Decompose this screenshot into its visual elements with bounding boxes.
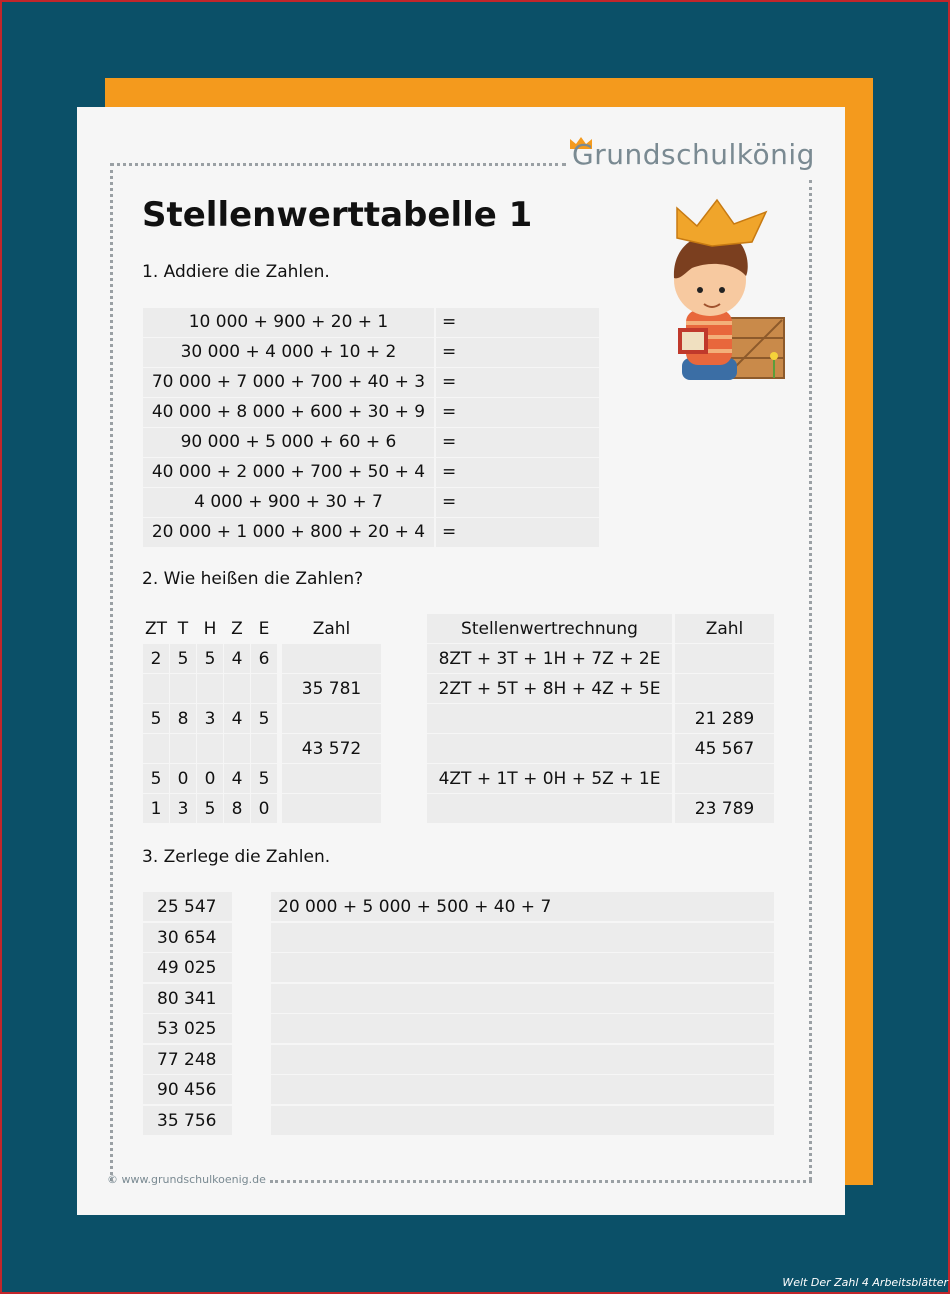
answer-cell: =: [436, 428, 599, 457]
place-value-calculation-cell: 2ZT + 5T + 8H + 4Z + 5E: [427, 674, 672, 703]
digit-cell: 5: [143, 704, 169, 733]
page-title: Stellenwerttabelle 1: [142, 195, 533, 235]
table-header-row: [427, 614, 774, 643]
column-header: Zahl: [282, 614, 381, 643]
column-header: E: [251, 614, 277, 643]
table-row: [427, 734, 774, 763]
digit-cell: 5: [251, 704, 277, 733]
table-row: [143, 398, 599, 427]
table-row: [143, 644, 381, 673]
column-header: Z: [224, 614, 250, 643]
answer-cell: =: [436, 368, 599, 397]
table-row: [427, 674, 774, 703]
table-row: [143, 892, 774, 921]
table-row: [143, 488, 599, 517]
answer-cell: =: [436, 488, 599, 517]
digit-cell: [224, 674, 250, 703]
digit-cell: 4: [224, 704, 250, 733]
task3-table: [143, 892, 774, 1136]
table-row: [143, 458, 599, 487]
table-row: [143, 1106, 774, 1135]
answer-cell: =: [436, 338, 599, 367]
number-cell: 25 547: [143, 892, 232, 921]
decomposition-cell: [271, 984, 774, 1013]
digit-cell: 2: [143, 644, 169, 673]
place-value-calculation-cell: [427, 794, 672, 823]
column-header: ZT: [143, 614, 169, 643]
table-row: [143, 1075, 774, 1104]
task2-place-value-table: [143, 614, 381, 824]
number-cell: 23 789: [675, 794, 774, 823]
digit-cell: 4: [224, 644, 250, 673]
addition-expression: 40 000 + 2 000 + 700 + 50 + 4: [143, 458, 434, 487]
decomposition-cell: 20 000 + 5 000 + 500 + 40 + 7: [271, 892, 774, 921]
table-header-row: [143, 614, 381, 643]
task3-label: 3. Zerlege die Zahlen.: [142, 847, 331, 867]
digit-cell: [251, 734, 277, 763]
number-cell: 21 289: [675, 704, 774, 733]
addition-expression: 40 000 + 8 000 + 600 + 30 + 9: [143, 398, 434, 427]
number-cell: 80 341: [143, 984, 232, 1013]
number-cell: 43 572: [282, 734, 381, 763]
table-row: [143, 428, 599, 457]
number-cell: [675, 764, 774, 793]
brand-logo: Grundschulkönig: [572, 138, 815, 171]
task1-table: [143, 308, 599, 548]
digit-cell: 5: [143, 764, 169, 793]
task2-label: 2. Wie heißen die Zahlen?: [142, 569, 364, 589]
column-header: H: [197, 614, 223, 643]
place-value-calculation-cell: 8ZT + 3T + 1H + 7Z + 2E: [427, 644, 672, 673]
decomposition-cell: [271, 923, 774, 952]
dotted-frame-right: [809, 180, 812, 1180]
number-cell: 77 248: [143, 1045, 232, 1074]
table-row: [143, 984, 774, 1013]
number-cell: 53 025: [143, 1014, 232, 1043]
boy-with-crown-illustration: [652, 198, 792, 388]
number-cell: 35 781: [282, 674, 381, 703]
decomposition-cell: [271, 1106, 774, 1135]
number-cell: [675, 644, 774, 673]
decomposition-cell: [271, 1075, 774, 1104]
addition-expression: 70 000 + 7 000 + 700 + 40 + 3: [143, 368, 434, 397]
table-row: [143, 1014, 774, 1043]
digit-cell: 5: [251, 764, 277, 793]
digit-cell: 3: [170, 794, 196, 823]
table-row: [143, 734, 381, 763]
number-cell: [282, 794, 381, 823]
table-row: [143, 704, 381, 733]
number-cell: [282, 764, 381, 793]
dotted-frame-bottom: [270, 1180, 812, 1183]
dotted-frame-top: [110, 163, 566, 166]
answer-cell: =: [436, 398, 599, 427]
addition-expression: 30 000 + 4 000 + 10 + 2: [143, 338, 434, 367]
table-row: [143, 953, 774, 982]
number-cell: 30 654: [143, 923, 232, 952]
digit-cell: 0: [251, 794, 277, 823]
digit-cell: 3: [197, 704, 223, 733]
column-header: Stellenwertrechnung: [427, 614, 672, 643]
digit-cell: [197, 734, 223, 763]
digit-cell: [170, 734, 196, 763]
table-row: [143, 338, 599, 367]
footer-url: © www.grundschulkoenig.de: [107, 1173, 266, 1186]
digit-cell: [197, 674, 223, 703]
place-value-calculation-cell: 4ZT + 1T + 0H + 5Z + 1E: [427, 764, 672, 793]
image-caption: Welt Der Zahl 4 Arbeitsblätter: [782, 1276, 948, 1289]
digit-cell: [143, 734, 169, 763]
decomposition-cell: [271, 1014, 774, 1043]
number-cell: 35 756: [143, 1106, 232, 1135]
table-row: [143, 674, 381, 703]
addition-expression: 90 000 + 5 000 + 60 + 6: [143, 428, 434, 457]
digit-cell: [170, 674, 196, 703]
digit-cell: 6: [251, 644, 277, 673]
number-cell: [282, 704, 381, 733]
number-cell: 90 456: [143, 1075, 232, 1104]
digit-cell: 8: [224, 794, 250, 823]
digit-cell: 0: [197, 764, 223, 793]
table-row: [143, 518, 599, 547]
digit-cell: [224, 734, 250, 763]
digit-cell: 5: [197, 794, 223, 823]
table-row: [427, 794, 774, 823]
task2-place-value-calculation-table: [427, 614, 774, 824]
addition-expression: 20 000 + 1 000 + 800 + 20 + 4: [143, 518, 434, 547]
number-cell: 49 025: [143, 953, 232, 982]
table-row: [143, 923, 774, 952]
answer-cell: =: [436, 518, 599, 547]
addition-expression: 10 000 + 900 + 20 + 1: [143, 308, 434, 337]
table-row: [427, 704, 774, 733]
column-header: T: [170, 614, 196, 643]
digit-cell: [143, 674, 169, 703]
number-cell: [282, 644, 381, 673]
number-cell: 45 567: [675, 734, 774, 763]
addition-expression: 4 000 + 900 + 30 + 7: [143, 488, 434, 517]
table-row: [143, 764, 381, 793]
decomposition-cell: [271, 1045, 774, 1074]
decomposition-cell: [271, 953, 774, 982]
answer-cell: =: [436, 458, 599, 487]
digit-cell: 8: [170, 704, 196, 733]
place-value-calculation-cell: [427, 734, 672, 763]
digit-cell: 0: [170, 764, 196, 793]
digit-cell: [251, 674, 277, 703]
place-value-calculation-cell: [427, 704, 672, 733]
table-row: [427, 644, 774, 673]
column-header: Zahl: [675, 614, 774, 643]
table-row: [427, 764, 774, 793]
table-row: [143, 794, 381, 823]
number-cell: [675, 674, 774, 703]
answer-cell: =: [436, 308, 599, 337]
table-row: [143, 308, 599, 337]
dotted-frame-left: [110, 163, 113, 1181]
table-row: [143, 368, 599, 397]
digit-cell: 4: [224, 764, 250, 793]
table-row: [143, 1045, 774, 1074]
digit-cell: 5: [197, 644, 223, 673]
task1-label: 1. Addiere die Zahlen.: [142, 262, 330, 282]
digit-cell: 1: [143, 794, 169, 823]
digit-cell: 5: [170, 644, 196, 673]
